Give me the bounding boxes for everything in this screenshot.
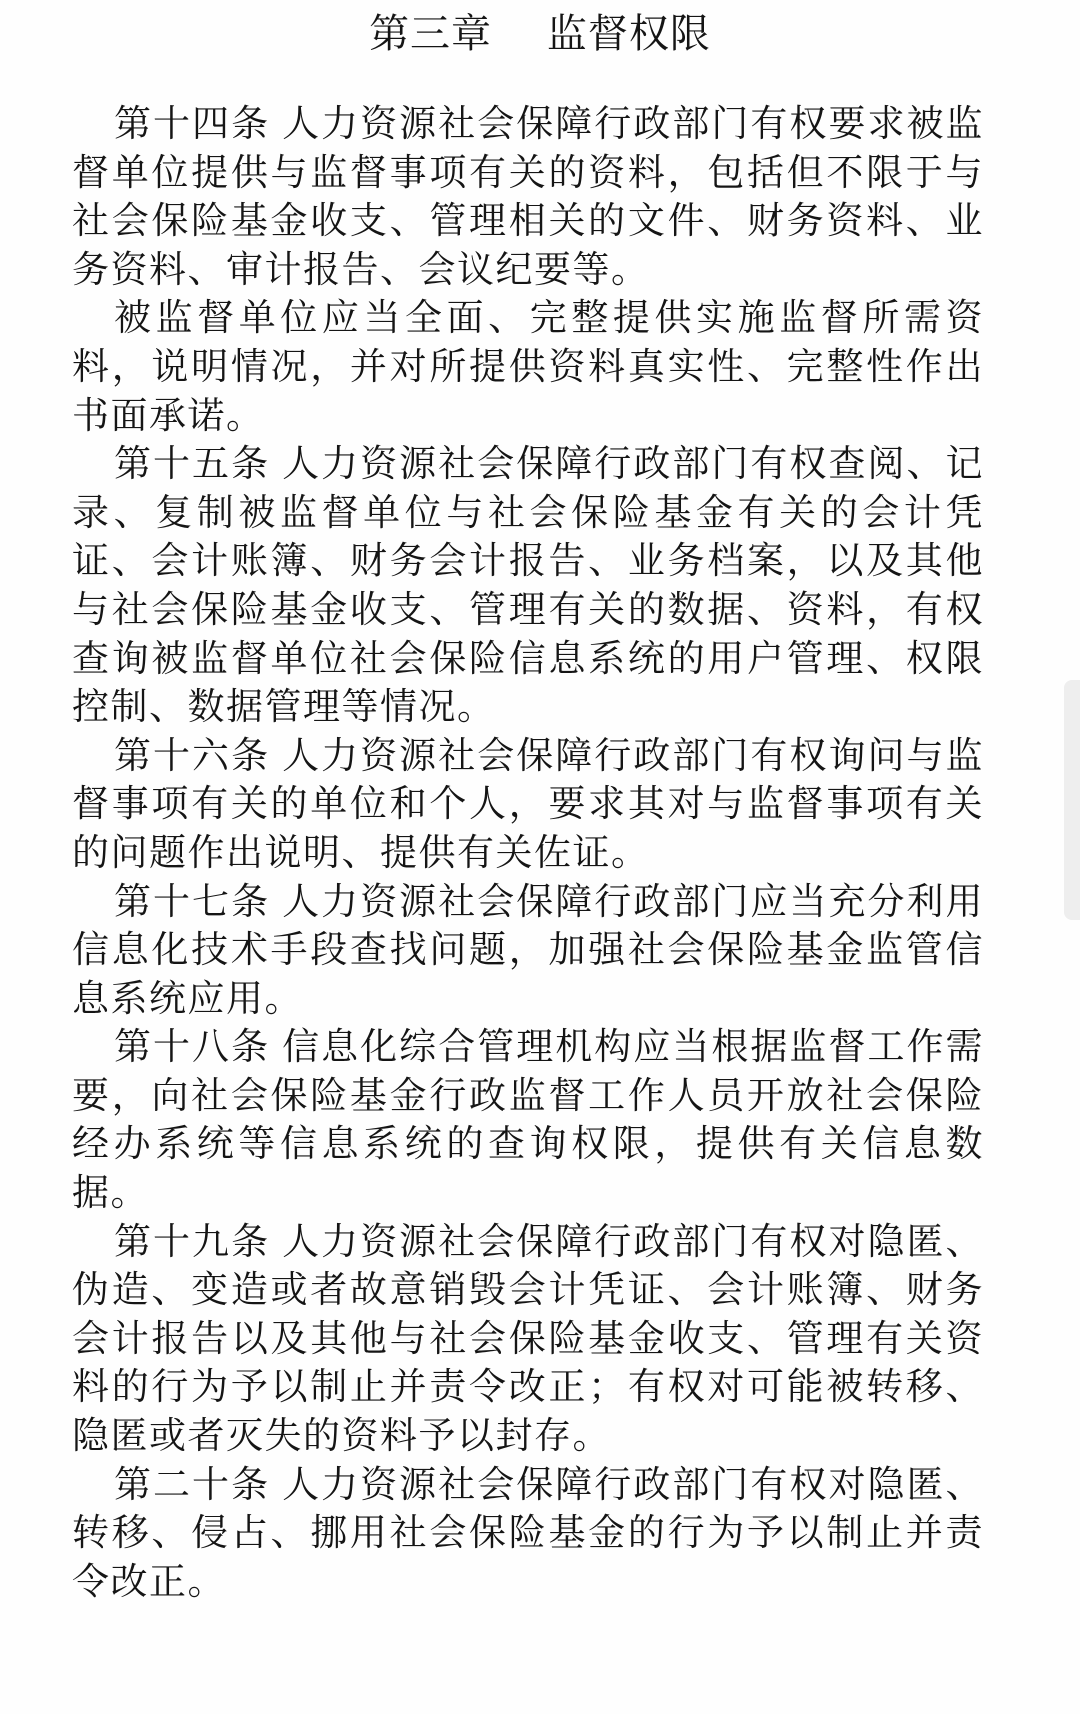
scrollbar[interactable]: [1064, 680, 1080, 920]
article-text: 人力资源社会保障行政部门有权询问与监督事项有关的单位和个人，要求其对与监督事项有关的问题作出说明、提供有关佐证。: [72, 733, 985, 874]
article-text: 人力资源社会保障行政部门有权要求被监督单位提供与监督事项有关的资料，包括但不限于与社会保险基金收支、管理相关的文件、财务资料、业务资料、审计报告、会议纪要等。: [72, 102, 985, 291]
article-14: [72, 100, 984, 294]
article-number: 第十六条: [114, 733, 271, 777]
article-text: 人力资源社会保障行政部门应当充分利用信息化技术手段查找问题，加强社会保险基金监管信息系统应用。: [72, 879, 985, 1020]
article-text: 人力资源社会保障行政部门有权查阅、记录、复制被监督单位与社会保险基金有关的会计凭证、会计账簿、财务会计报告、业务档案，以及其他与社会保险基金收支、管理有关的数据、资料，有权查询被监督单位社会保险信息系统的用户管理、权限控制、数据管理等情况。: [72, 442, 985, 729]
article-14-paragraph-2: [72, 294, 984, 440]
article-18: [72, 1023, 984, 1217]
article-text: 人力资源社会保障行政部门有权对隐匿、转移、侵占、挪用社会保险基金的行为予以制止并责令改正。: [72, 1462, 985, 1603]
article-number: 第十八条: [114, 1025, 271, 1069]
article-number: 第十五条: [114, 442, 271, 486]
article-list: [72, 100, 984, 1606]
article-number: 第二十条: [114, 1462, 271, 1506]
article-17: [72, 878, 984, 1024]
article-19: [72, 1218, 984, 1461]
article-number: 第十九条: [114, 1219, 271, 1263]
article-number: 第十四条: [114, 102, 271, 145]
article-text: 信息化综合管理机构应当根据监督工作需要，向社会保险基金行政监督工作人员开放社会保险经办系统等信息系统的查询权限，提供有关信息数据。: [72, 1025, 985, 1215]
article-20: [72, 1461, 984, 1607]
article-number: 第十七条: [114, 879, 271, 923]
article-15: [72, 440, 984, 732]
article-text: 人力资源社会保障行政部门有权对隐匿、伪造、变造或者故意销毁会计凭证、会计账簿、财务会计报告以及其他与社会保险基金收支、管理有关资料的行为予以制止并责令改正；有权对可能被转移、隐匿或者灭失的资料予以封存。: [72, 1219, 985, 1458]
chapter-title: 第三章 监督权限: [369, 11, 711, 57]
article-text: 被监督单位应当全面、完整提供实施监督所需资料，说明情况，并对所提供资料真实性、完整性作出书面承诺。: [72, 296, 984, 437]
article-16: [72, 732, 984, 878]
